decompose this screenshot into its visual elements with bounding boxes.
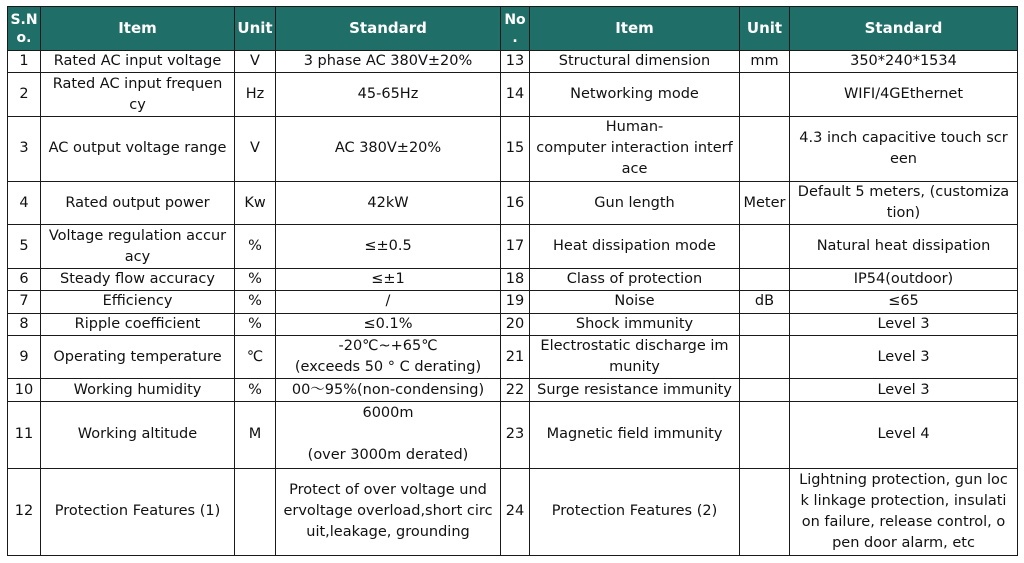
item-unit: ℃	[235, 335, 276, 379]
item-unit: Hz	[235, 73, 276, 117]
header-standard-2: Standard	[790, 7, 1018, 51]
item-standard: 3 phase AC 380V±20%	[276, 51, 501, 73]
item-unit: %	[235, 313, 276, 335]
header-item-2: Item	[530, 7, 740, 51]
row-number: 4	[8, 181, 41, 225]
item-unit-2	[740, 379, 790, 401]
item-unit-2	[740, 468, 790, 555]
item-standard-2: Lightning protection, gun loc k linkage protection, insulati on failure, release control, o pen door alarm, etc	[790, 468, 1018, 555]
item-standard: /	[276, 291, 501, 313]
row-number-2: 24	[501, 468, 530, 555]
item-standard: 42kW	[276, 181, 501, 225]
item-standard: 45-65Hz	[276, 73, 501, 117]
item-unit-2	[740, 268, 790, 290]
item-unit: %	[235, 268, 276, 290]
item-name-2: Protection Features (2)	[530, 468, 740, 555]
item-standard: ≤±1	[276, 268, 501, 290]
item-name-2: Surge resistance immunity	[530, 379, 740, 401]
item-standard-2: ≤65	[790, 291, 1018, 313]
item-name-2: Networking mode	[530, 73, 740, 117]
item-name-2: Shock immunity	[530, 313, 740, 335]
item-name: Working altitude	[41, 401, 235, 468]
table-row	[8, 116, 1018, 181]
table-row	[8, 51, 1018, 73]
item-unit-2: dB	[740, 291, 790, 313]
table-row	[8, 268, 1018, 290]
item-name: Operating temperature	[41, 335, 235, 379]
item-name: Voltage regulation accur acy	[41, 225, 235, 269]
row-number-2: 22	[501, 379, 530, 401]
header-standard: Standard	[276, 7, 501, 51]
row-number-2: 23	[501, 401, 530, 468]
header-row	[8, 7, 1018, 51]
item-standard: AC 380V±20%	[276, 116, 501, 181]
item-standard: 00～95%(non-condensing)	[276, 379, 501, 401]
item-unit-2	[740, 116, 790, 181]
item-standard-2: Level 4	[790, 401, 1018, 468]
row-number-2: 15	[501, 116, 530, 181]
item-unit-2	[740, 225, 790, 269]
item-standard-2: Level 3	[790, 335, 1018, 379]
row-number: 7	[8, 291, 41, 313]
table-row	[8, 335, 1018, 379]
row-number-2: 18	[501, 268, 530, 290]
item-unit-2	[740, 401, 790, 468]
item-name: Steady flow accuracy	[41, 268, 235, 290]
table-row	[8, 225, 1018, 269]
row-number-2: 16	[501, 181, 530, 225]
row-number: 2	[8, 73, 41, 117]
item-name: Rated output power	[41, 181, 235, 225]
row-number: 1	[8, 51, 41, 73]
item-name-2: Gun length	[530, 181, 740, 225]
row-number: 10	[8, 379, 41, 401]
item-unit: M	[235, 401, 276, 468]
item-standard-2: Default 5 meters, (customiza tion)	[790, 181, 1018, 225]
table-row	[8, 401, 1018, 468]
item-name: Ripple coefficient	[41, 313, 235, 335]
item-unit: V	[235, 116, 276, 181]
item-unit: V	[235, 51, 276, 73]
item-standard: 6000m (over 3000m derated)	[276, 401, 501, 468]
table-row	[8, 313, 1018, 335]
item-name: Working humidity	[41, 379, 235, 401]
item-name: Rated AC input frequen cy	[41, 73, 235, 117]
item-standard: Protect of over voltage und ervoltage overload,short circ uit,leakage, grounding	[276, 468, 501, 555]
table-row	[8, 291, 1018, 313]
item-unit	[235, 468, 276, 555]
header-unit-2: Unit	[740, 7, 790, 51]
header-no: No .	[501, 7, 530, 51]
row-number-2: 14	[501, 73, 530, 117]
row-number: 8	[8, 313, 41, 335]
item-name: AC output voltage range	[41, 116, 235, 181]
item-unit: %	[235, 225, 276, 269]
item-standard: -20℃~+65℃ (exceeds 50 ° C derating)	[276, 335, 501, 379]
row-number: 9	[8, 335, 41, 379]
item-standard-2: Level 3	[790, 379, 1018, 401]
item-name: Rated AC input voltage	[41, 51, 235, 73]
row-number-2: 19	[501, 291, 530, 313]
item-standard-2: Natural heat dissipation	[790, 225, 1018, 269]
header-item: Item	[41, 7, 235, 51]
row-number: 5	[8, 225, 41, 269]
row-number-2: 21	[501, 335, 530, 379]
header-unit: Unit	[235, 7, 276, 51]
item-standard-2: WIFI/4GEthernet	[790, 73, 1018, 117]
item-name-2: Magnetic field immunity	[530, 401, 740, 468]
item-standard-2: Level 3	[790, 313, 1018, 335]
row-number-2: 13	[501, 51, 530, 73]
item-unit-2	[740, 313, 790, 335]
row-number-2: 17	[501, 225, 530, 269]
header-sno: S.N o.	[8, 7, 41, 51]
row-number: 3	[8, 116, 41, 181]
spec-table	[7, 6, 1018, 556]
row-number: 6	[8, 268, 41, 290]
item-standard: ≤0.1%	[276, 313, 501, 335]
item-unit-2	[740, 73, 790, 117]
item-unit: %	[235, 379, 276, 401]
table-row	[8, 73, 1018, 117]
item-name-2: Electrostatic discharge im munity	[530, 335, 740, 379]
item-name-2: Class of protection	[530, 268, 740, 290]
item-standard-2: IP54(outdoor)	[790, 268, 1018, 290]
item-standard-2: 350*240*1534	[790, 51, 1018, 73]
row-number-2: 20	[501, 313, 530, 335]
row-number: 12	[8, 468, 41, 555]
item-unit: %	[235, 291, 276, 313]
item-unit-2	[740, 335, 790, 379]
item-standard: ≤±0.5	[276, 225, 501, 269]
item-name: Protection Features (1)	[41, 468, 235, 555]
item-name-2: Human- computer interaction interf ace	[530, 116, 740, 181]
item-name-2: Heat dissipation mode	[530, 225, 740, 269]
table-row	[8, 379, 1018, 401]
item-unit-2: Meter	[740, 181, 790, 225]
item-unit: Kw	[235, 181, 276, 225]
item-name-2: Structural dimension	[530, 51, 740, 73]
item-unit-2: mm	[740, 51, 790, 73]
item-standard-2: 4.3 inch capacitive touch scr een	[790, 116, 1018, 181]
table-row	[8, 468, 1018, 555]
item-name: Efficiency	[41, 291, 235, 313]
row-number: 11	[8, 401, 41, 468]
table-row	[8, 181, 1018, 225]
item-name-2: Noise	[530, 291, 740, 313]
